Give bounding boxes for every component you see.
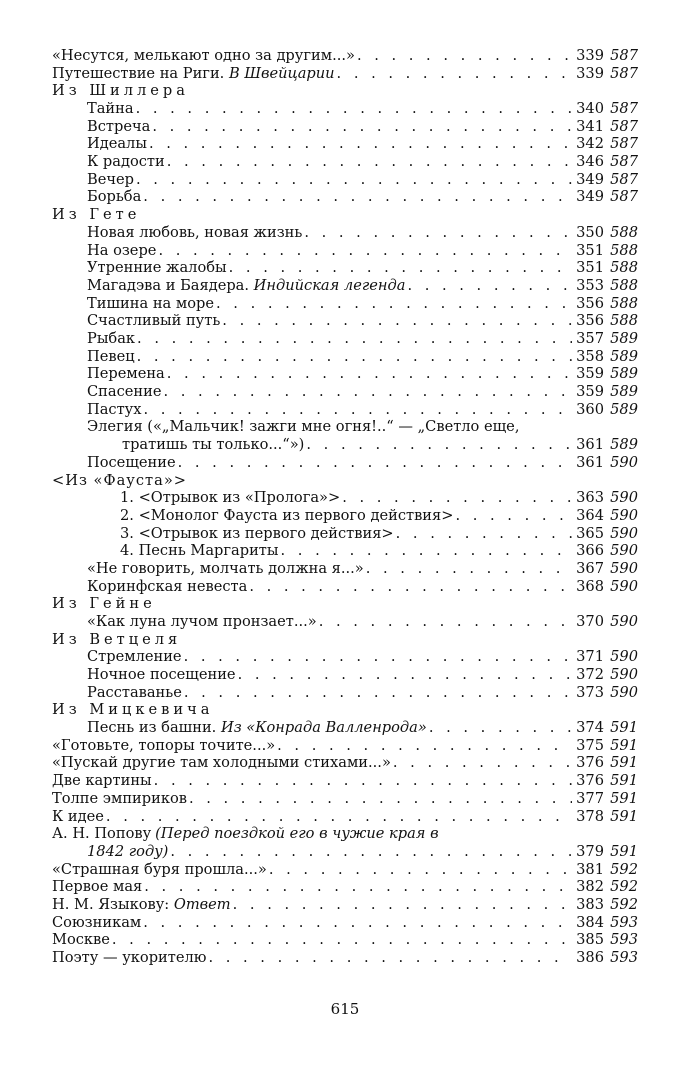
entry-text: Утренние жалобы: [87, 259, 227, 277]
entry-title: [87, 242, 156, 260]
text-page: 358: [576, 347, 604, 365]
leader-dots: [396, 525, 572, 543]
leader-dots: [149, 135, 572, 153]
toc-entry: [52, 790, 638, 808]
entry-title: [87, 171, 134, 189]
entry-title: [87, 224, 302, 242]
entry-title: [87, 330, 135, 348]
leader-dots: [152, 118, 572, 136]
toc-entry: [52, 684, 638, 702]
entry-text: Идеалы: [87, 135, 147, 153]
text-page: 379: [576, 842, 604, 860]
entry-subtitle: Ответ: [173, 895, 231, 913]
entry-text: Две картины: [52, 772, 152, 790]
entry-title: [87, 153, 165, 171]
leader-dots: [136, 171, 572, 189]
leader-dots: [269, 861, 572, 879]
entry-text: Новая любовь, новая жизнь: [87, 223, 303, 241]
text-page: 349: [576, 170, 604, 188]
leader-dots: [170, 843, 572, 861]
entry-subtitle: 1842 году): [87, 842, 169, 860]
toc-entry: [52, 118, 638, 136]
leader-dots: [304, 224, 572, 242]
notes-page: 591: [610, 719, 638, 737]
toc-entry: [52, 931, 638, 949]
entry-title: [87, 348, 135, 366]
entry-text: Ночное посещение: [87, 666, 236, 684]
entry-text: Первое мая: [52, 878, 143, 896]
entry-text: На озере: [87, 241, 157, 259]
entry-title: [87, 613, 317, 631]
leader-dots: [184, 684, 572, 702]
notes-page: 590: [610, 683, 638, 701]
entry-text: Толпе эмпириков: [52, 789, 187, 807]
notes-page: 588: [610, 241, 638, 259]
entry-text: Москве: [52, 931, 110, 949]
leader-dots: [407, 277, 572, 295]
toc-entry: [52, 843, 638, 861]
entry-text: Пастух: [87, 400, 142, 418]
text-page: 359: [576, 365, 604, 383]
notes-page: 593: [610, 931, 638, 949]
leader-dots: [455, 507, 572, 525]
notes-page: 588: [610, 294, 638, 312]
section-heading: Из Шиллера: [52, 82, 189, 100]
entry-subtitle: (Перед поездкой его в чужие края в: [155, 825, 439, 843]
toc-entry-line: [52, 825, 638, 843]
entry-title: [87, 578, 247, 596]
notes-page: 592: [610, 895, 638, 913]
toc-entry: [52, 277, 638, 295]
entry-title: [87, 666, 236, 684]
entry-title: [120, 507, 453, 525]
text-page: 361: [576, 453, 604, 471]
leader-dots: [144, 878, 572, 896]
toc-entry: [52, 755, 638, 773]
notes-page: 589: [610, 436, 638, 454]
leader-dots: [164, 383, 573, 401]
notes-page: 590: [610, 577, 638, 595]
entry-title: [87, 648, 182, 666]
toc-entry: [52, 578, 638, 596]
toc-entry: [52, 365, 638, 383]
entry-title: [52, 808, 104, 826]
text-page: 342: [576, 135, 604, 153]
entry-title: [87, 118, 150, 136]
text-page: 366: [576, 542, 604, 560]
text-page: 349: [576, 188, 604, 206]
leader-dots: [154, 772, 572, 790]
leader-dots: [167, 365, 572, 383]
entry-title: [87, 295, 214, 313]
leader-dots: [143, 914, 572, 932]
notes-page: 590: [610, 648, 638, 666]
text-page: 351: [576, 259, 604, 277]
notes-page: 591: [610, 736, 638, 754]
text-page: 382: [576, 878, 604, 896]
toc-entry: [52, 401, 638, 419]
notes-page: 587: [610, 64, 638, 82]
entry-text: «Готовьте, топоры точите...»: [52, 736, 276, 754]
text-page: 346: [576, 153, 604, 171]
entry-text: Стремление: [87, 648, 182, 666]
leader-dots: [319, 613, 572, 631]
entry-text: Песнь из башни.: [87, 719, 221, 737]
notes-page: 587: [610, 46, 638, 64]
notes-page: 587: [610, 188, 638, 206]
entry-title: [120, 525, 394, 543]
notes-page: 590: [610, 489, 638, 507]
text-page: 374: [576, 719, 604, 737]
notes-page: 591: [610, 789, 638, 807]
entry-text: Тайна: [87, 100, 134, 118]
text-page: 370: [576, 612, 604, 630]
text-page: 368: [576, 577, 604, 595]
entry-title: [87, 188, 141, 206]
section-heading: Из Гете: [52, 206, 141, 224]
entry-text: Посещение: [87, 453, 176, 471]
toc-entry: [52, 242, 638, 260]
text-page: 367: [576, 559, 604, 577]
text-page: 371: [576, 648, 604, 666]
entry-title: [52, 931, 110, 949]
leader-dots: [249, 578, 572, 596]
text-page: 353: [576, 276, 604, 294]
notes-page: 590: [610, 524, 638, 542]
text-page: 376: [576, 772, 604, 790]
text-page: 359: [576, 383, 604, 401]
toc-entry: [52, 135, 638, 153]
leader-dots: [184, 648, 572, 666]
entry-title: [87, 312, 220, 330]
toc-entry: [52, 666, 638, 684]
text-page: 386: [576, 949, 604, 967]
entry-title: [52, 772, 152, 790]
notes-page: 591: [610, 754, 638, 772]
entry-text: «Несутся, мелькают одно за другим...»: [52, 46, 355, 64]
leader-dots: [137, 348, 572, 366]
text-page: 364: [576, 506, 604, 524]
entry-text: Борьба: [87, 188, 142, 206]
text-page: 378: [576, 807, 604, 825]
leader-dots: [189, 790, 572, 808]
notes-page: 589: [610, 400, 638, 418]
text-page: 384: [576, 913, 604, 931]
leader-dots: [337, 65, 572, 83]
text-page: 377: [576, 789, 604, 807]
entry-text: Путешествие на Риги.: [52, 64, 229, 82]
entry-text: Встреча: [87, 117, 151, 135]
entry-title: [87, 100, 134, 118]
text-page: 340: [576, 100, 604, 118]
entry-title: [87, 719, 427, 737]
entry-title: [52, 754, 391, 772]
toc-entry: [52, 330, 638, 348]
text-page: 376: [576, 754, 604, 772]
text-page: 381: [576, 860, 604, 878]
leader-dots: [277, 737, 572, 755]
entry-text: 3. <Отрывок из первого действия>: [120, 524, 394, 542]
text-page: 350: [576, 223, 604, 241]
text-page: 363: [576, 489, 604, 507]
notes-page: 587: [610, 153, 638, 171]
entry-title: [87, 401, 142, 419]
entry-text: К радости: [87, 153, 165, 171]
entry-text: Коринфская невеста: [87, 577, 248, 595]
entry-title: [52, 861, 267, 879]
entry-subtitle: В Швейцарии: [228, 64, 335, 82]
text-page: 351: [576, 241, 604, 259]
toc-entry: [52, 808, 638, 826]
entry-text: Тишина на море: [87, 294, 215, 312]
toc-entry: [52, 454, 638, 472]
notes-page: 589: [610, 347, 638, 365]
table-of-contents: [52, 47, 638, 967]
entry-title: [87, 259, 227, 277]
toc-entry: [52, 153, 638, 171]
entry-text: 1. <Отрывок из «Пролога»>: [120, 489, 341, 507]
notes-page: 589: [610, 365, 638, 383]
entry-text: Вечер: [87, 170, 134, 188]
entry-text: Поэту — укорителю: [52, 949, 207, 967]
notes-page: 590: [610, 542, 638, 560]
text-page: 357: [576, 329, 604, 347]
entry-title: [52, 878, 142, 896]
leader-dots: [178, 454, 572, 472]
text-page: 361: [576, 436, 604, 454]
notes-page: 587: [610, 170, 638, 188]
notes-page: 591: [610, 772, 638, 790]
notes-page: 589: [610, 329, 638, 347]
notes-page: 588: [610, 312, 638, 330]
notes-page: 590: [610, 453, 638, 471]
text-page: 360: [576, 400, 604, 418]
notes-page: 592: [610, 860, 638, 878]
entry-text: Союзникам: [52, 913, 142, 931]
toc-entry: [52, 719, 638, 737]
text-page: 356: [576, 312, 604, 330]
entry-text: тратишь ты только...“»): [122, 436, 305, 454]
entry-title: [87, 365, 165, 383]
toc-entry: [52, 896, 638, 914]
entry-text: 4. Песнь Маргариты: [120, 542, 279, 560]
entry-text: Певец: [87, 347, 135, 365]
toc-entry: [52, 171, 638, 189]
leader-dots: [229, 259, 572, 277]
toc-entry: [52, 737, 638, 755]
toc-entry-line: [52, 418, 638, 436]
entry-text: «Не говорить, молчать должна я...»: [87, 559, 364, 577]
text-page: 375: [576, 736, 604, 754]
section-heading: Из Ветцеля: [52, 630, 182, 648]
leader-dots: [366, 560, 572, 578]
page-number: 615: [330, 1000, 360, 1018]
entry-title: [52, 949, 206, 967]
toc-entry: [52, 224, 638, 242]
text-page: 341: [576, 117, 604, 135]
notes-page: 588: [610, 259, 638, 277]
toc-entry: [52, 436, 638, 454]
entry-text: Спасение: [87, 383, 162, 401]
text-page: 339: [576, 46, 604, 64]
entry-title: А. Н. Попову: [52, 825, 152, 843]
notes-page: 591: [610, 807, 638, 825]
leader-dots: [233, 896, 572, 914]
toc-entry: [52, 259, 638, 277]
leader-dots: [158, 242, 572, 260]
section-heading: Из Гейне: [52, 595, 156, 613]
leader-dots: [143, 188, 572, 206]
toc-entry: [52, 295, 638, 313]
notes-page: 592: [610, 878, 638, 896]
toc-entry: [52, 861, 638, 879]
toc-entry: [52, 560, 638, 578]
entry-title: [87, 684, 182, 702]
notes-page: 587: [610, 117, 638, 135]
leader-dots: [238, 666, 572, 684]
section-heading: Из Мицкевича: [52, 701, 214, 719]
text-page: 372: [576, 666, 604, 684]
entry-subtitle: Из «Конрада Валленрода»: [220, 719, 427, 737]
notes-page: 593: [610, 913, 638, 931]
leader-dots: [167, 153, 572, 171]
leader-dots: [429, 719, 572, 737]
entry-title: [52, 737, 275, 755]
entry-text: Счастливый путь: [87, 312, 221, 330]
entry-text: «Пускай другие там холодными стихами...»: [52, 754, 391, 772]
toc-entry: [52, 100, 638, 118]
notes-page: 588: [610, 223, 638, 241]
entry-title: [52, 896, 231, 914]
entry-title: [52, 65, 335, 83]
toc-entry: [52, 525, 638, 543]
leader-dots: [342, 489, 572, 507]
notes-page: 590: [610, 666, 638, 684]
leader-dots: [222, 312, 572, 330]
entry-text: Перемена: [87, 365, 165, 383]
leader-dots: [281, 542, 572, 560]
notes-page: 590: [610, 559, 638, 577]
toc-entry: [52, 489, 638, 507]
toc-entry: [52, 312, 638, 330]
toc-entry: [52, 878, 638, 896]
entry-title: [52, 47, 355, 65]
toc-entry: [52, 542, 638, 560]
text-page: 365: [576, 524, 604, 542]
entry-title: [87, 383, 162, 401]
entry-title: [87, 560, 364, 578]
toc-entry: [52, 47, 638, 65]
entry-text: Н. М. Языкову:: [52, 895, 174, 913]
notes-page: 590: [610, 612, 638, 630]
toc-entry: [52, 65, 638, 83]
notes-page: 590: [610, 506, 638, 524]
notes-page: 591: [610, 842, 638, 860]
entry-text: Магадэва и Баядера.: [87, 276, 254, 294]
leader-dots: [216, 295, 572, 313]
entry-text: 2. <Монолог Фауста из первого действия>: [120, 506, 454, 524]
leader-dots: [137, 330, 572, 348]
entry-title: [87, 843, 168, 861]
leader-dots: [136, 100, 572, 118]
entry-title: [52, 790, 187, 808]
toc-entry: [52, 189, 638, 207]
text-page: 383: [576, 895, 604, 913]
entry-title: [120, 542, 279, 560]
entry-title: [87, 277, 405, 295]
notes-page: 589: [610, 383, 638, 401]
toc-entry: [52, 507, 638, 525]
entry-title: [122, 436, 304, 454]
leader-dots: [357, 47, 572, 65]
entry-text: Расставанье: [87, 683, 182, 701]
text-page: 356: [576, 294, 604, 312]
section-heading: <Из «Фауста»>: [52, 471, 187, 489]
entry-text: «Как луна лучом пронзает...»: [87, 612, 317, 630]
toc-entry: [52, 648, 638, 666]
entry-text: «Страшная буря прошла...»: [52, 860, 267, 878]
text-page: 385: [576, 931, 604, 949]
leader-dots: [144, 401, 573, 419]
notes-page: 593: [610, 949, 638, 967]
entry-text: Рыбак: [87, 329, 136, 347]
leader-dots: [393, 754, 572, 772]
toc-entry: [52, 383, 638, 401]
text-page: 373: [576, 683, 604, 701]
toc-entry: [52, 772, 638, 790]
notes-page: 587: [610, 135, 638, 153]
entry-text: К идее: [52, 807, 104, 825]
leader-dots: [106, 808, 572, 826]
entry-subtitle: Индийская легенда: [253, 276, 406, 294]
entry-title: [87, 135, 147, 153]
toc-entry: [52, 613, 638, 631]
notes-page: 588: [610, 276, 638, 294]
leader-dots: [306, 436, 572, 454]
entry-title: [87, 454, 176, 472]
notes-page: 587: [610, 100, 638, 118]
leader-dots: [208, 949, 572, 967]
entry-title: [120, 489, 340, 507]
leader-dots: [112, 931, 572, 949]
entry-title: [52, 914, 141, 932]
entry-title: Элегия («„Мальчик! зажги мне огня!..“ — „Светло еще,: [87, 418, 520, 436]
toc-entry: [52, 914, 638, 932]
toc-entry: [52, 949, 638, 967]
toc-entry: [52, 348, 638, 366]
text-page: 339: [576, 64, 604, 82]
